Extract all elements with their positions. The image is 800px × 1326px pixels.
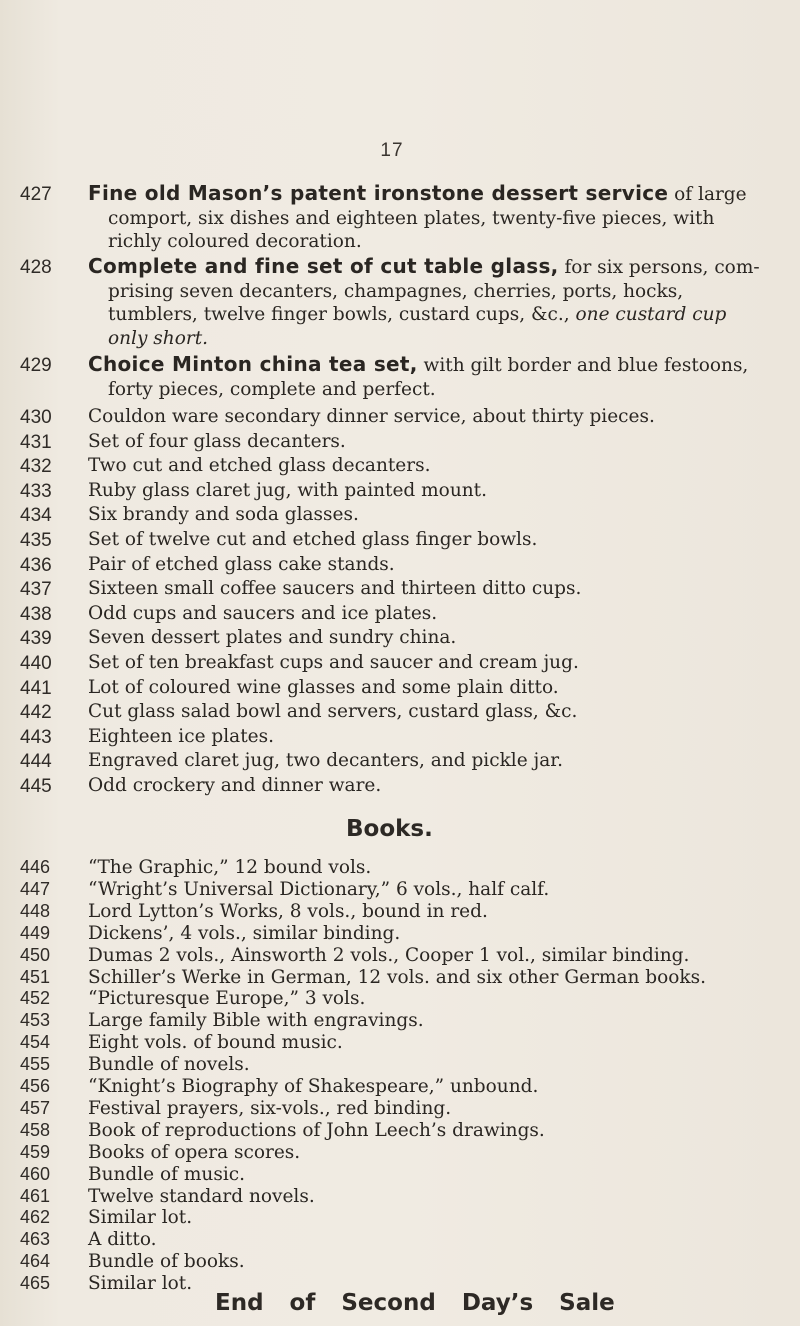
lot-description: Odd crockery and dinner ware. xyxy=(88,775,382,796)
lot-entry xyxy=(20,353,795,401)
italic-note: only short. xyxy=(108,327,209,349)
lot-entry xyxy=(20,967,795,989)
lot-description: Bundle of novels. xyxy=(88,1054,250,1076)
lot-number: 441 xyxy=(20,677,52,699)
lot-description: A ditto. xyxy=(88,1229,157,1251)
italic-note: one custard cup xyxy=(575,304,727,325)
lot-entry xyxy=(20,700,795,724)
lot-description: Bundle of music. xyxy=(88,1163,245,1185)
lot-entry xyxy=(20,1032,795,1054)
lot-description: Two cut and etched glass decanters. xyxy=(88,455,431,477)
lot-entry xyxy=(20,923,795,945)
lot-title: Complete and fine set of cut table glass, xyxy=(88,254,559,278)
lot-description: Dumas 2 vols., Ainsworth 2 vols., Cooper 1 vol., similar binding. xyxy=(88,944,690,966)
lot-entry xyxy=(20,577,795,601)
lot-text-line: tumblers, twelve finger bowls, custard cups, &c., xyxy=(108,304,570,325)
lot-entry xyxy=(20,182,795,254)
lot-number: 455 xyxy=(20,1054,51,1075)
lot-description: Eight vols. of bound music. xyxy=(88,1032,343,1054)
lot-number: 446 xyxy=(20,857,51,877)
lot-number: 431 xyxy=(20,431,52,453)
lot-description: Odd cups and saucers and ice plates. xyxy=(88,602,438,624)
lot-description: Set of twelve cut and etched glass finger bowls. xyxy=(88,529,538,550)
lot-description: Fine old Mason’s patent ironstone dessert service of large comport, six dishes and eighteen plates, twenty-five pieces, with richly coloured decoration. xyxy=(88,181,747,252)
lot-number: 433 xyxy=(20,480,52,502)
lot-number: 448 xyxy=(20,900,51,921)
lot-number: 440 xyxy=(20,653,52,674)
lot-number: 453 xyxy=(20,1010,51,1031)
lot-description: Books of opera scores. xyxy=(88,1141,301,1163)
lot-description: Bundle of books. xyxy=(88,1251,245,1273)
lot-number: 449 xyxy=(20,922,51,943)
lot-entry xyxy=(20,503,795,527)
lot-entry xyxy=(20,405,795,429)
lot-number: 442 xyxy=(20,702,52,724)
lot-description: Seven dessert plates and sundry china. xyxy=(88,627,457,649)
lot-description: Twelve standard novels. xyxy=(88,1185,315,1207)
lot-number: 457 xyxy=(20,1097,51,1118)
lot-description: Cut glass salad bowl and servers, custard glass, &c. xyxy=(88,701,578,723)
lot-description: Engraved claret jug, two decanters, and pickle jar. xyxy=(88,750,563,772)
lot-number: 435 xyxy=(20,530,52,551)
lot-description: Festival prayers, six-vols., red binding. xyxy=(88,1097,452,1119)
lot-description: Six brandy and soda glasses. xyxy=(88,504,359,526)
lot-entry xyxy=(20,454,795,478)
lot-number: 458 xyxy=(20,1119,51,1140)
books-section-heading: Books. xyxy=(346,816,433,842)
lot-number: 437 xyxy=(20,579,52,601)
lot-number: 459 xyxy=(20,1141,51,1162)
lot-number: 465 xyxy=(20,1273,51,1294)
lot-number: 456 xyxy=(20,1076,51,1096)
lot-number: 436 xyxy=(20,554,52,576)
lot-entry xyxy=(20,1054,795,1076)
lot-entry xyxy=(20,1207,795,1229)
lot-entry xyxy=(20,901,795,923)
lot-entry xyxy=(20,528,795,552)
lot-description: “Knight’s Biography of Shakespeare,” unbound. xyxy=(88,1076,539,1097)
lot-entry xyxy=(20,774,795,798)
lot-entry xyxy=(20,1120,795,1142)
lot-description: Similar lot. xyxy=(88,1273,193,1295)
lot-number: 452 xyxy=(20,988,51,1009)
lot-entry xyxy=(20,879,795,901)
lot-entry xyxy=(20,725,795,749)
lot-title: Choice Minton china tea set, xyxy=(88,352,418,376)
lot-description: Lord Lytton’s Works, 8 vols., bound in red. xyxy=(88,900,488,922)
lot-number: 461 xyxy=(20,1185,51,1206)
lot-number: 451 xyxy=(20,966,51,987)
lot-description: “The Graphic,” 12 bound vols. xyxy=(88,857,372,878)
lot-entry xyxy=(20,1186,795,1208)
lot-number: 450 xyxy=(20,944,51,965)
lot-entry xyxy=(20,479,795,503)
lot-number: 438 xyxy=(20,603,52,625)
lot-entry xyxy=(20,1229,795,1251)
lot-description: Couldon ware secondary dinner service, about thirty pieces. xyxy=(88,406,655,427)
lot-number: 444 xyxy=(20,751,52,773)
lot-description: Dickens’, 4 vols., similar binding. xyxy=(88,922,401,944)
lot-description: Sixteen small coffee saucers and thirteen ditto cups. xyxy=(88,578,582,600)
lot-number: 429 xyxy=(20,355,52,376)
lot-entry xyxy=(20,676,795,700)
lot-description: Choice Minton china tea set, with gilt border and blue festoons, forty pieces, complete and perfect. xyxy=(88,352,749,400)
lot-number: 432 xyxy=(20,456,52,478)
lot-number: 454 xyxy=(20,1032,51,1053)
lot-description: Complete and fine set of cut table glass, for six persons, com- prising seven decanters, champagnes, cherries, ports, hocks, tumblers, twelve finger bowls, custard cups, &c., one custard cup only short. xyxy=(88,255,795,350)
lot-entry xyxy=(20,1251,795,1273)
lot-entry xyxy=(20,651,795,675)
lot-entry xyxy=(20,857,795,879)
lot-number: 464 xyxy=(20,1251,51,1272)
lot-description: Similar lot. xyxy=(88,1207,193,1229)
lot-number: 434 xyxy=(20,505,52,527)
lot-number: 447 xyxy=(20,878,51,899)
lot-number: 460 xyxy=(20,1163,51,1184)
lot-number: 430 xyxy=(20,407,52,428)
lot-description: Set of four glass decanters. xyxy=(88,430,346,452)
lot-entry xyxy=(20,1098,795,1120)
lot-description: Eighteen ice plates. xyxy=(88,725,274,747)
lot-number: 445 xyxy=(20,776,52,797)
lot-description: Pair of etched glass cake stands. xyxy=(88,553,395,575)
lot-entry xyxy=(20,255,795,350)
lot-entry xyxy=(20,945,795,967)
lot-description: Book of reproductions of John Leech’s drawings. xyxy=(88,1119,545,1141)
lot-number: 427 xyxy=(20,184,52,205)
lot-description: Set of ten breakfast cups and saucer and cream jug. xyxy=(88,652,579,673)
lot-entry xyxy=(20,1142,795,1164)
lot-entry xyxy=(20,430,795,454)
lot-description: Lot of coloured wine glasses and some plain ditto. xyxy=(88,676,559,698)
lot-description: Large family Bible with engravings. xyxy=(88,1010,424,1032)
lot-description: Ruby glass claret jug, with painted mount. xyxy=(88,479,487,501)
lot-entry xyxy=(20,1164,795,1186)
lot-description: “Wright’s Universal Dictionary,” 6 vols., half calf. xyxy=(88,878,550,900)
lot-number: 439 xyxy=(20,628,52,650)
lot-description: Schiller’s Werke in German, 12 vols. and six other German books. xyxy=(88,966,706,988)
lot-entry xyxy=(20,602,795,626)
lot-title: Fine old Mason’s patent ironstone dessert service xyxy=(88,181,669,205)
lot-entry xyxy=(20,749,795,773)
lot-description: “Picturesque Europe,” 3 vols. xyxy=(88,988,366,1010)
lot-entry xyxy=(20,1010,795,1032)
lot-number: 462 xyxy=(20,1207,51,1228)
end-of-sale-notice: End of Second Day’s Sale xyxy=(215,1290,615,1316)
lot-number: 463 xyxy=(20,1229,51,1250)
page-number: 17 xyxy=(380,140,404,161)
lot-number: 443 xyxy=(20,726,52,748)
lot-entry xyxy=(20,1076,795,1098)
lot-number: 428 xyxy=(20,257,52,278)
lot-entry xyxy=(20,988,795,1010)
lot-entry xyxy=(20,626,795,650)
lot-entry xyxy=(20,553,795,577)
